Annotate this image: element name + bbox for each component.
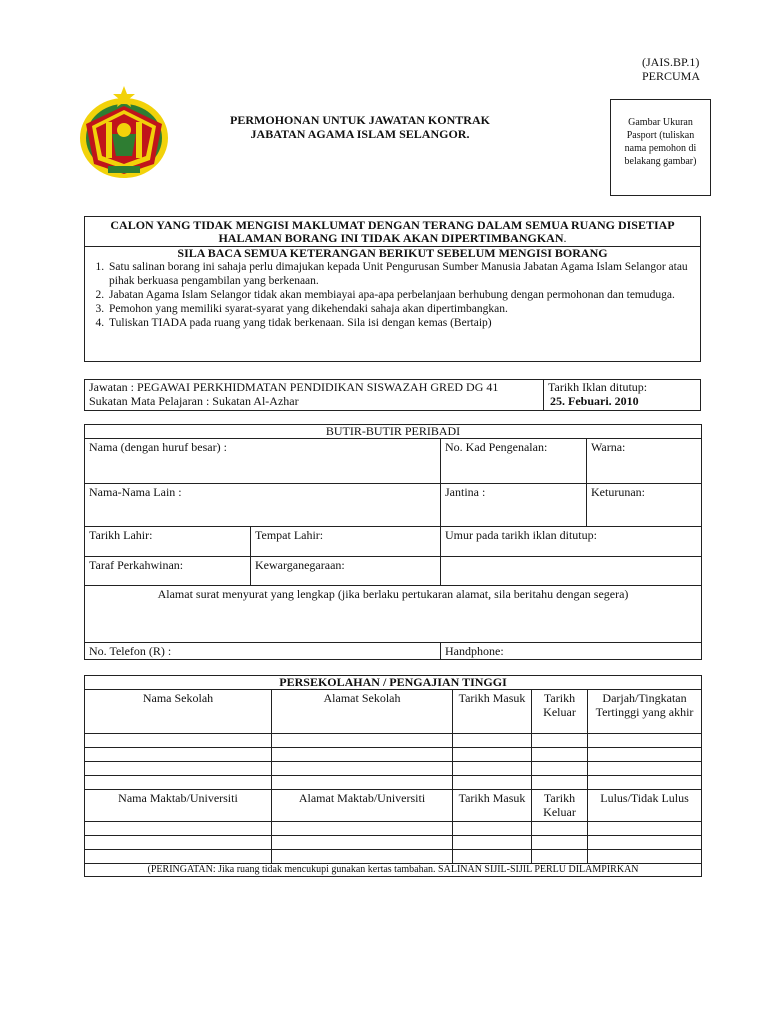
form-code: (JAIS.BP.1) xyxy=(642,55,700,69)
form-title xyxy=(180,113,540,141)
personal-section-title: BUTIR-BUTIR PERIBADI xyxy=(85,425,702,439)
phone-field[interactable]: No. Telefon (R) : xyxy=(85,643,441,660)
school-address-header: Alamat Sekolah xyxy=(272,690,453,734)
school-name-header: Nama Sekolah xyxy=(85,690,272,734)
table-row[interactable] xyxy=(85,748,702,762)
school-exit-date-header: Tarikh Keluar xyxy=(532,690,588,734)
education-footer-note: (PERINGATAN: Jika ruang tidak mencukupi gunakan kertas tambahan. SALINAN SIJIL-SIJIL PERLU DILAMPIRKAN xyxy=(85,864,702,877)
table-row[interactable] xyxy=(85,734,702,748)
age-field[interactable]: Umur pada tarikh iklan ditutup: xyxy=(441,527,702,557)
closing-date-value: 25. Febuari. 2010 xyxy=(550,394,639,408)
instruction-item: 4. Tuliskan TIADA pada ruang yang tidak berkenaan. Sila isi dengan kemas (Bertaip) xyxy=(107,316,692,330)
other-names-field[interactable]: Nama-Nama Lain : xyxy=(85,484,441,527)
post-sukatan: Sukatan Mata Pelajaran : Sukatan Al-Azhar xyxy=(89,394,299,408)
birth-date-field[interactable]: Tarikh Lahir: xyxy=(85,527,251,557)
university-result-header: Lulus/Tidak Lulus xyxy=(588,790,702,822)
ic-number-field[interactable]: No. Kad Pengenalan: xyxy=(441,439,587,484)
title-line-2: JABATAN AGAMA ISLAM SELANGOR. xyxy=(250,127,470,141)
closing-date-cell xyxy=(544,380,700,410)
closing-date-label: Tarikh Iklan ditutup: xyxy=(548,380,648,394)
form-price: PERCUMA xyxy=(642,69,701,83)
table-row[interactable] xyxy=(85,776,702,790)
university-exit-date-header: Tarikh Keluar xyxy=(532,790,588,822)
ethnicity-field[interactable]: Keturunan: xyxy=(587,484,702,527)
instruction-item: 3. Pemohon yang memiliki syarat-syarat yang dikehendaki sahaja akan dipertimbangkan. xyxy=(107,302,692,316)
school-entry-date-header: Tarikh Masuk xyxy=(453,690,532,734)
education-table xyxy=(84,675,702,877)
blank-cell[interactable] xyxy=(441,557,702,586)
table-row[interactable] xyxy=(85,850,702,864)
colour-field[interactable]: Warna: xyxy=(587,439,702,484)
table-row[interactable] xyxy=(85,822,702,836)
university-name-header: Nama Maktab/Universiti xyxy=(85,790,272,822)
university-address-header: Alamat Maktab/Universiti xyxy=(272,790,453,822)
title-line-1: PERMOHONAN UNTUK JAWATAN KONTRAK xyxy=(230,113,490,127)
selangor-crest-icon xyxy=(78,84,170,180)
table-row[interactable] xyxy=(85,836,702,850)
birth-place-field[interactable]: Tempat Lahir: xyxy=(251,527,441,557)
personal-details-table xyxy=(84,424,702,660)
warning-text: CALON YANG TIDAK MENGISI MAKLUMAT DENGAN TERANG DALAM SEMUA RUANG DISETIAP HALAMAN BORANG INI TIDAK AKAN DIPERTIMBANGKAN. xyxy=(85,217,700,247)
form-reference xyxy=(642,55,700,83)
instructions-list xyxy=(85,260,700,330)
post-details xyxy=(85,380,544,410)
name-field[interactable]: Nama (dengan huruf besar) : xyxy=(85,439,441,484)
instruction-item: 1. Satu salinan borang ini sahaja perlu dimajukan kepada Unit Pengurusan Sumber Manusia Jabatan Agama Islam Selangor atau pihak berkuasa pengambilan yang berkenaan. xyxy=(107,260,692,288)
citizenship-field[interactable]: Kewarganegaraan: xyxy=(251,557,441,586)
school-highest-level-header: Darjah/Tingkatan Tertinggi yang akhir xyxy=(588,690,702,734)
passport-photo-box: Gambar Ukuran Pasport (tuliskan nama pemohon di belakang gambar) xyxy=(610,99,711,196)
handphone-field[interactable]: Handphone: xyxy=(441,643,702,660)
marital-status-field[interactable]: Taraf Perkahwinan: xyxy=(85,557,251,586)
instruction-item: 2. Jabatan Agama Islam Selangor tidak akan membiayai apa-apa perbelanjaan berhubung dengan permohonan dan temuduga. xyxy=(107,288,692,302)
education-section-title: PERSEKOLAHAN / PENGAJIAN TINGGI xyxy=(85,676,702,690)
gender-field[interactable]: Jantina : xyxy=(441,484,587,527)
instructions-box xyxy=(84,216,701,362)
instructions-heading: SILA BACA SEMUA KETERANGAN BERIKUT SEBELUM MENGISI BORANG xyxy=(177,246,608,260)
address-field[interactable]: Alamat surat menyurat yang lengkap (jika berlaku pertukaran alamat, sila beritahu dengan segera) xyxy=(85,586,702,643)
post-info xyxy=(84,379,701,411)
university-entry-date-header: Tarikh Masuk xyxy=(453,790,532,822)
post-jawatan: Jawatan : PEGAWAI PERKHIDMATAN PENDIDIKAN SISWAZAH GRED DG 41 xyxy=(89,380,499,394)
table-row[interactable] xyxy=(85,762,702,776)
